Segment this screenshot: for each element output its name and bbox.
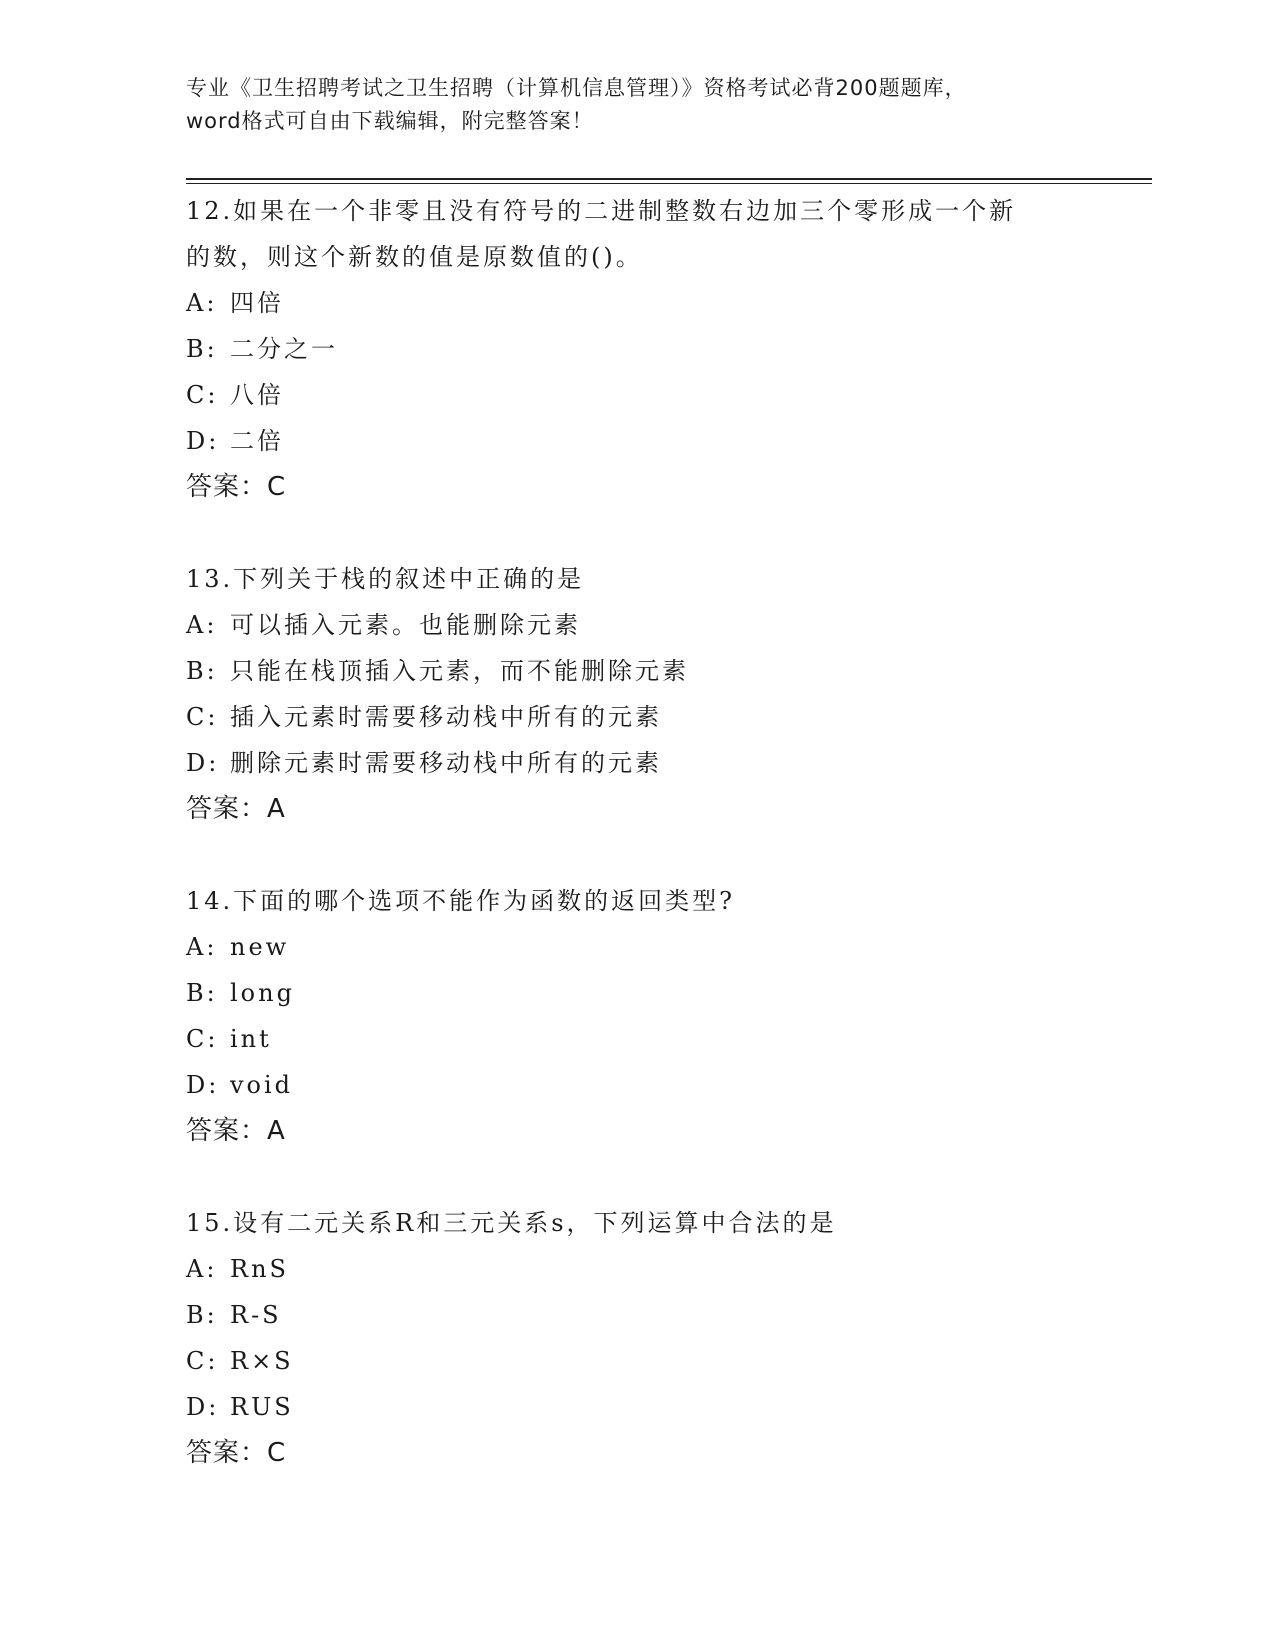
option-d: [186, 418, 1126, 464]
option-b: [186, 326, 1126, 372]
option-c: [186, 372, 1126, 418]
answer-line: 答案：A: [186, 794, 286, 824]
stem-line: 13.下列关于栈的叙述中正确的是: [186, 565, 585, 593]
option-key: C:: [186, 1025, 219, 1053]
question-12: [186, 188, 1126, 510]
option-c: [186, 1338, 1126, 1384]
option-text: int: [230, 1025, 272, 1053]
header-line-2: word格式可自由下载编辑，附完整答案！: [186, 109, 594, 133]
option-key: C:: [186, 1347, 219, 1375]
option-key: B:: [186, 657, 218, 685]
option-d: [186, 1384, 1126, 1430]
option-text: 可以插入元素。也能删除元素: [230, 611, 581, 639]
header-divider-thick: [186, 178, 1152, 180]
option-key: B:: [186, 1301, 218, 1329]
option-key: A:: [186, 289, 218, 317]
option-key: A:: [186, 611, 218, 639]
question-stem: [186, 1200, 1126, 1246]
option-key: D:: [186, 1071, 220, 1099]
question-stem: [186, 878, 1126, 924]
header-line-1: 专业《卫生招聘考试之卫生招聘（计算机信息管理）》资格考试必背200题题库，: [186, 76, 967, 100]
option-text: 二倍: [230, 427, 284, 455]
option-b: [186, 1292, 1126, 1338]
answer-line: 答案：C: [186, 1438, 287, 1468]
stem-line: 12.如果在一个非零且没有符号的二进制整数右边加三个零形成一个新: [186, 197, 1017, 225]
option-text: long: [230, 979, 295, 1007]
stem-line: 15.设有二元关系R和三元关系s，下列运算中合法的是: [186, 1209, 837, 1237]
answer-line: 答案：C: [186, 472, 287, 502]
option-text: 二分之一: [230, 335, 338, 363]
option-key: C:: [186, 703, 219, 731]
option-c: [186, 1016, 1126, 1062]
header-divider-thin: [186, 183, 1152, 184]
stem-line: 的数，则这个新数的值是原数值的()。: [186, 243, 643, 271]
option-text: 只能在栈顶插入元素，而不能删除元素: [230, 657, 689, 685]
answer-line: 答案：A: [186, 1116, 286, 1146]
option-a: [186, 280, 1126, 326]
question-stem: [186, 556, 1126, 602]
stem-line: 14.下面的哪个选项不能作为函数的返回类型?: [186, 887, 736, 915]
question-14: [186, 878, 1126, 1154]
option-text: R×S: [230, 1347, 294, 1375]
option-key: B:: [186, 979, 218, 1007]
option-a: [186, 602, 1126, 648]
question-13: [186, 556, 1126, 832]
option-a: [186, 924, 1126, 970]
option-text: RnS: [230, 1255, 289, 1283]
option-text: 删除元素时需要移动栈中所有的元素: [230, 749, 662, 777]
option-a: [186, 1246, 1126, 1292]
option-key: B:: [186, 335, 218, 363]
option-text: new: [230, 933, 290, 961]
option-text: 八倍: [230, 381, 284, 409]
question-list: [186, 188, 1126, 1522]
option-key: A:: [186, 1255, 218, 1283]
option-key: A:: [186, 933, 218, 961]
option-text: 插入元素时需要移动栈中所有的元素: [230, 703, 662, 731]
option-text: void: [230, 1071, 294, 1099]
question-stem: [186, 188, 1126, 280]
option-text: RUS: [230, 1393, 294, 1421]
document-header: [186, 72, 1066, 138]
option-text: R-S: [230, 1301, 282, 1329]
option-text: 四倍: [230, 289, 284, 317]
option-key: D:: [186, 427, 220, 455]
option-key: D:: [186, 749, 220, 777]
option-b: [186, 648, 1126, 694]
option-b: [186, 970, 1126, 1016]
option-key: C:: [186, 381, 219, 409]
question-15: [186, 1200, 1126, 1476]
option-d: [186, 740, 1126, 786]
option-key: D:: [186, 1393, 220, 1421]
option-d: [186, 1062, 1126, 1108]
option-c: [186, 694, 1126, 740]
